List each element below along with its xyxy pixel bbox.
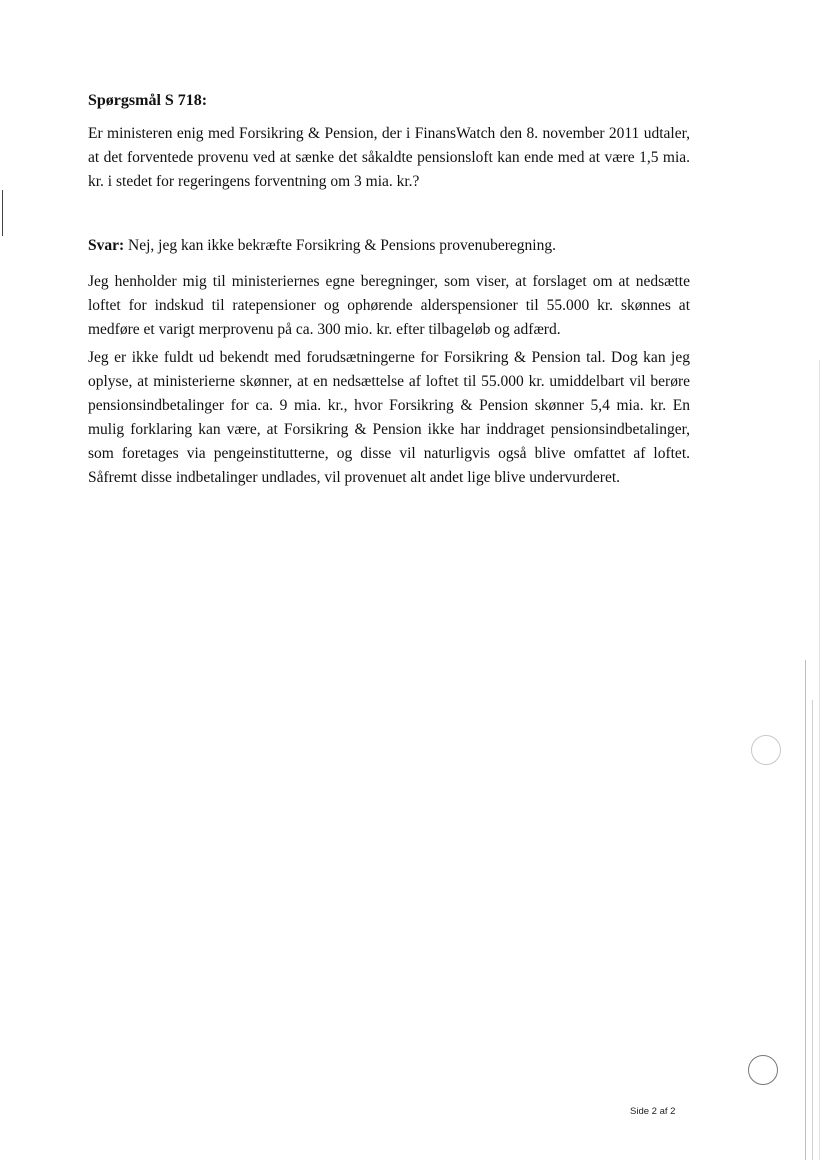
scan-artifact-line bbox=[2, 190, 3, 236]
scan-edge-strip bbox=[812, 700, 813, 1160]
scan-edge-strip bbox=[805, 660, 806, 1160]
question-text: Er ministeren enig med Forsikring & Pension, der i FinansWatch den 8. november 2011 udtaler, at det forventede provenu ved at sænke det såkaldte pensionsloft kan ende med at være 1,5 mia. kr. i stedet for regeringens forventning om 3 mia. kr.? bbox=[88, 125, 690, 190]
answer-text: Nej, jeg kan ikke bekræfte Forsikring & Pensions provenuberegning. bbox=[124, 237, 556, 254]
answer-label: Svar: bbox=[88, 237, 125, 254]
page-number: Side 2 af 2 bbox=[630, 1106, 676, 1117]
answer-paragraph-2: Jeg henholder mig til ministeriernes egne beregninger, som viser, at forslaget om at nedsætte loftet for indskud til ratepensioner og ophørende alderspensioner til 55.000 kr. skønnes at medføre et varigt merprovenu på ca. 300 mio. kr. efter tilbageløb og adfærd. bbox=[88, 273, 690, 338]
punch-hole-mark bbox=[751, 735, 781, 765]
scan-edge-strip bbox=[819, 360, 820, 1160]
answer-paragraph-3: Jeg er ikke fuldt ud bekendt med forudsætningerne for Forsikring & Pension tal. Dog kan jeg oplyse, at ministerierne skønner, at en nedsættelse af loftet til 55.000 kr. umiddelbart vil berøre pensionsindbetalinger for ca. 9 mia. kr., hvor Forsikring & Pension skønner 5,4 mia. kr. En mulig forklaring kan være, at Forsikring & Pension ikke har inddraget pensionsindbetalinger, som foretages via pengeinstitutterne, og disse vil naturligvis også blive omfattet af loftet. Såfremt disse indbetalinger undlades, vil provenuet alt andet lige blive undervurderet. bbox=[88, 349, 690, 486]
answer-first-line bbox=[88, 234, 690, 258]
question-heading: Spørgsmål S 718: bbox=[88, 92, 208, 109]
punch-hole-mark bbox=[748, 1055, 778, 1085]
